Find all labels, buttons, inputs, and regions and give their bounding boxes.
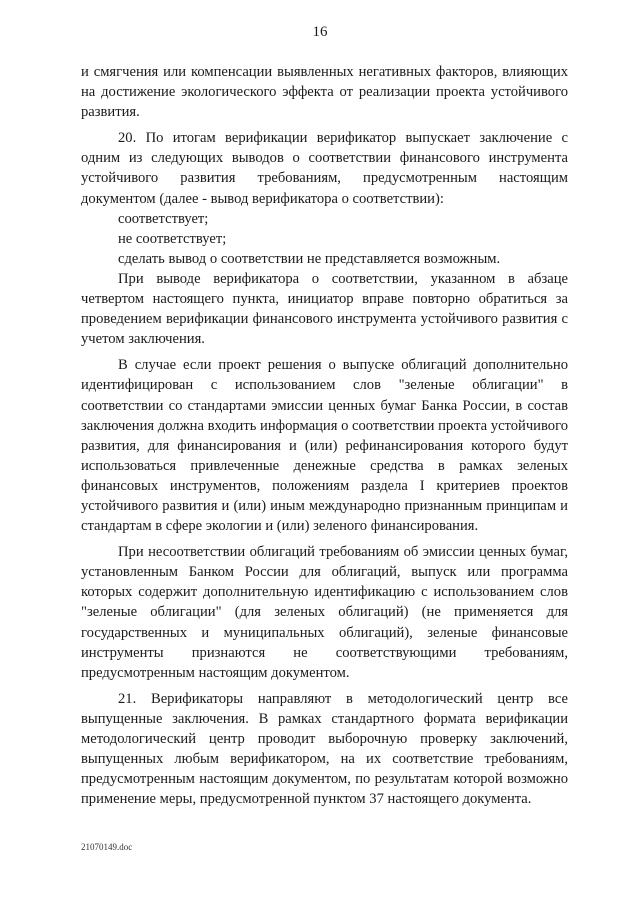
paragraph: В случае если проект решения о выпуске облигаций дополнительно идентифицирован с использованием слов "зеленые облигации" в соответствии со стандартами эмиссии ценных бумаг Банка России, в состав заключения должна входить информация о соответствии проекта устойчивого развития, для финансирования и (или) рефинансирования которого будут использоваться привлеченные денежные средства в рамках зеленых финансовых инструментов, положениям раздела I критериев проектов устойчивого развития и (или) иным международно признанным принципам и стандартам в сфере экологии и (или) зеленого финансирования. [81, 357, 568, 535]
paragraph: При выводе верификатора о соответствии, указанном в абзаце четвертом настоящего пункта, инициатор вправе повторно обратиться за проведением верификации финансового инструмента устойчивого развития с учетом заключения. [81, 270, 568, 348]
list-item-option: не соответствует; [118, 230, 227, 247]
list-item-option: соответствует; [118, 210, 209, 227]
paragraph: При несоответствии облигаций требованиям об эмиссии ценных бумаг, установленным Банком России для облигаций, выпуск или программа которых содержит дополнительную идентификацию с использованием слов "зеленые облигации" (для зеленых облигаций) (не применяется для государственных и муниципальных облигаций), зеленые финансовые инструменты признаются не соответствующими требованиям, предусмотренным настоящим документом. [81, 544, 568, 681]
document-body [81, 62, 568, 809]
page-number: 16 [312, 24, 328, 40]
paragraph-item-20: 20. По итогам верификации верификатор выпускает заключение с одним из следующих выводов о соответствии финансового инструмента устойчивого развития требованиям, предусмотренным настоящим документом (далее - вывод верификатора о соответствии): [81, 130, 568, 207]
paragraph-item-21: 21. Верификаторы направляют в методологический центр все выпущенные заключения. В рамках стандартного формата верификации методологический центр проводит выборочную проверку заключений, выпущенных любым верификатором, на их соответствие требованиям, предусмотренным настоящим документом, по результатам которой возможно применение меры, предусмотренной пунктом 37 настоящего документа. [81, 690, 568, 808]
footer-filename: 21070149.doc [81, 842, 133, 852]
paragraph-continuation: и смягчения или компенсации выявленных негативных факторов, влияющих на достижение экологического эффекта от реализации проекта устойчивого развития. [81, 64, 568, 121]
list-item-option: сделать вывод о соответствии не представляется возможным. [118, 250, 501, 267]
